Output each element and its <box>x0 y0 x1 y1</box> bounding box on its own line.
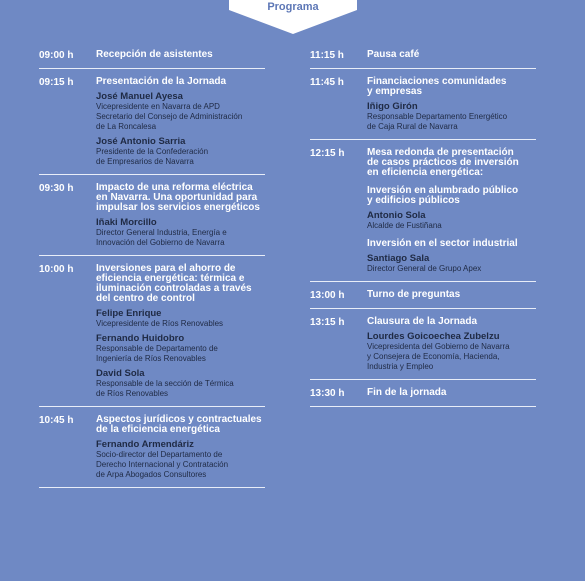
agenda-title: Turno de preguntas <box>367 289 461 300</box>
agenda-divider <box>39 487 265 488</box>
speaker-role: Vicepresidente en Navarra de APD Secretario del Consejo de Administración de La Roncalesa <box>96 102 243 131</box>
agenda-content <box>367 77 536 132</box>
speaker-name: Iñigo Girón <box>367 101 418 112</box>
agenda-item <box>39 50 265 61</box>
agenda-time: 13:30 h <box>310 388 345 399</box>
speaker <box>367 253 536 274</box>
agenda-content <box>367 317 536 372</box>
agenda-time: 13:15 h <box>310 317 345 328</box>
speaker <box>96 368 265 399</box>
agenda-row <box>310 50 536 61</box>
agenda-divider <box>39 174 265 175</box>
agenda-row <box>310 317 536 372</box>
speaker <box>367 101 536 132</box>
agenda-divider <box>310 281 536 282</box>
speaker-role: Director General de Grupo Apex <box>367 264 482 273</box>
agenda-item <box>39 183 265 248</box>
agenda-row <box>39 264 265 399</box>
agenda-title: Fin de la jornada <box>367 387 447 398</box>
agenda-title: Aspectos jurídicos y contractuales de la eficiencia energética <box>96 414 262 435</box>
speaker-role: Responsable de Departamento de Ingeniería de Ríos Renovables <box>96 344 218 363</box>
agenda-content <box>96 77 265 167</box>
agenda-title: Pausa café <box>367 49 420 60</box>
speaker <box>96 333 265 364</box>
agenda-time: 10:00 h <box>39 264 74 275</box>
speaker-name: Antonio Sola <box>367 210 426 221</box>
left-column <box>39 50 265 496</box>
agenda-time: 10:45 h <box>39 415 74 426</box>
agenda-divider <box>310 139 536 140</box>
program-title: Programa <box>267 1 319 13</box>
agenda-row <box>310 388 536 399</box>
agenda-content <box>96 264 265 399</box>
agenda-content <box>96 415 265 480</box>
speaker-role: Director General Industria, Energía e Innovación del Gobierno de Navarra <box>96 228 227 247</box>
agenda-title: Recepción de asistentes <box>96 49 213 60</box>
agenda-title: Impacto de una reforma eléctrica en Navarra. Una oportunidad para impulsar los servicios energéticos <box>96 182 260 213</box>
agenda-content <box>367 50 536 61</box>
speaker-role: Responsable Departamento Energético de Caja Rural de Navarra <box>367 112 508 131</box>
agenda-row <box>39 415 265 480</box>
speaker-role: Alcalde de Fustiñana <box>367 221 442 230</box>
agenda-item <box>310 50 536 61</box>
agenda-row <box>310 148 536 274</box>
speaker-role: Socio-director del Departamento de Derecho Internacional y Contratación de Arpa Abogados Consultores <box>96 450 229 479</box>
agenda-time: 09:15 h <box>39 77 74 88</box>
agenda-divider <box>39 68 265 69</box>
agenda-divider <box>39 406 265 407</box>
agenda-content <box>96 183 265 248</box>
speaker-name: Lourdes Goicoechea Zubelzu <box>367 331 500 342</box>
speaker <box>367 210 536 231</box>
agenda-time: 13:00 h <box>310 290 345 301</box>
speaker-name: David Sola <box>96 368 145 379</box>
right-column <box>310 50 536 415</box>
speaker <box>96 91 265 132</box>
speaker-name: Fernando Armendáriz <box>96 439 194 450</box>
speaker-name: Fernando Huidobro <box>96 333 185 344</box>
agenda-subtitle: Inversión en el sector industrial <box>367 238 518 249</box>
speaker <box>96 439 265 480</box>
agenda-divider <box>310 379 536 380</box>
agenda-item <box>310 388 536 399</box>
speaker-role: Presidente de la Confederación de Empresarios de Navarra <box>96 147 209 166</box>
agenda-row <box>310 290 536 301</box>
agenda-divider <box>310 68 536 69</box>
agenda-item <box>310 148 536 274</box>
speaker-role: Vicepresidente de Ríos Renovables <box>96 319 224 328</box>
agenda-content <box>367 388 536 399</box>
speaker-name: José Antonio Sarria <box>96 136 186 147</box>
agenda-item <box>39 415 265 480</box>
agenda-row <box>310 77 536 132</box>
agenda-time: 11:45 h <box>310 77 344 88</box>
speaker-name: Iñaki Morcillo <box>96 217 157 228</box>
speaker-name: Felipe Enrique <box>96 308 162 319</box>
agenda-item <box>310 317 536 372</box>
agenda-content <box>367 290 536 301</box>
speaker-role: Responsable de la sección de Térmica de Ríos Renovables <box>96 379 234 398</box>
agenda-divider <box>310 406 536 407</box>
agenda-item <box>39 264 265 399</box>
agenda-time: 09:30 h <box>39 183 74 194</box>
agenda-item <box>310 77 536 132</box>
speaker-name: Santiago Sala <box>367 253 430 264</box>
agenda-title: Inversiones para el ahorro de eficiencia energética: térmica e iluminación controladas a través del centro de control <box>96 263 252 304</box>
program-tab <box>229 0 357 34</box>
agenda-subtitle: Inversión en alumbrado público y edificios públicos <box>367 185 519 206</box>
agenda-row <box>39 183 265 248</box>
speaker-role: Vicepresidenta del Gobierno de Navarra y Consejera de Economía, Hacienda, Industria y Empleo <box>367 342 510 371</box>
speaker-name: José Manuel Ayesa <box>96 91 183 102</box>
agenda-title: Presentación de la Jornada <box>96 76 227 87</box>
agenda-divider <box>310 308 536 309</box>
speaker <box>96 308 265 329</box>
speaker <box>96 136 265 167</box>
agenda-title: Mesa redonda de presentación de casos prácticos de inversión en eficiencia energética: <box>367 147 519 178</box>
speaker <box>96 217 265 248</box>
agenda-time: 09:00 h <box>39 50 74 61</box>
agenda-row <box>39 50 265 61</box>
agenda-divider <box>39 255 265 256</box>
speaker <box>367 331 536 372</box>
agenda-item <box>310 290 536 301</box>
agenda-time: 12:15 h <box>310 148 345 159</box>
agenda-title: Financiaciones comunidades y empresas <box>367 76 507 97</box>
agenda-item <box>39 77 265 167</box>
agenda-time: 11:15 h <box>310 50 344 61</box>
agenda-content <box>367 148 536 274</box>
agenda-row <box>39 77 265 167</box>
agenda-content <box>96 50 265 61</box>
agenda-title: Clausura de la Jornada <box>367 316 478 327</box>
